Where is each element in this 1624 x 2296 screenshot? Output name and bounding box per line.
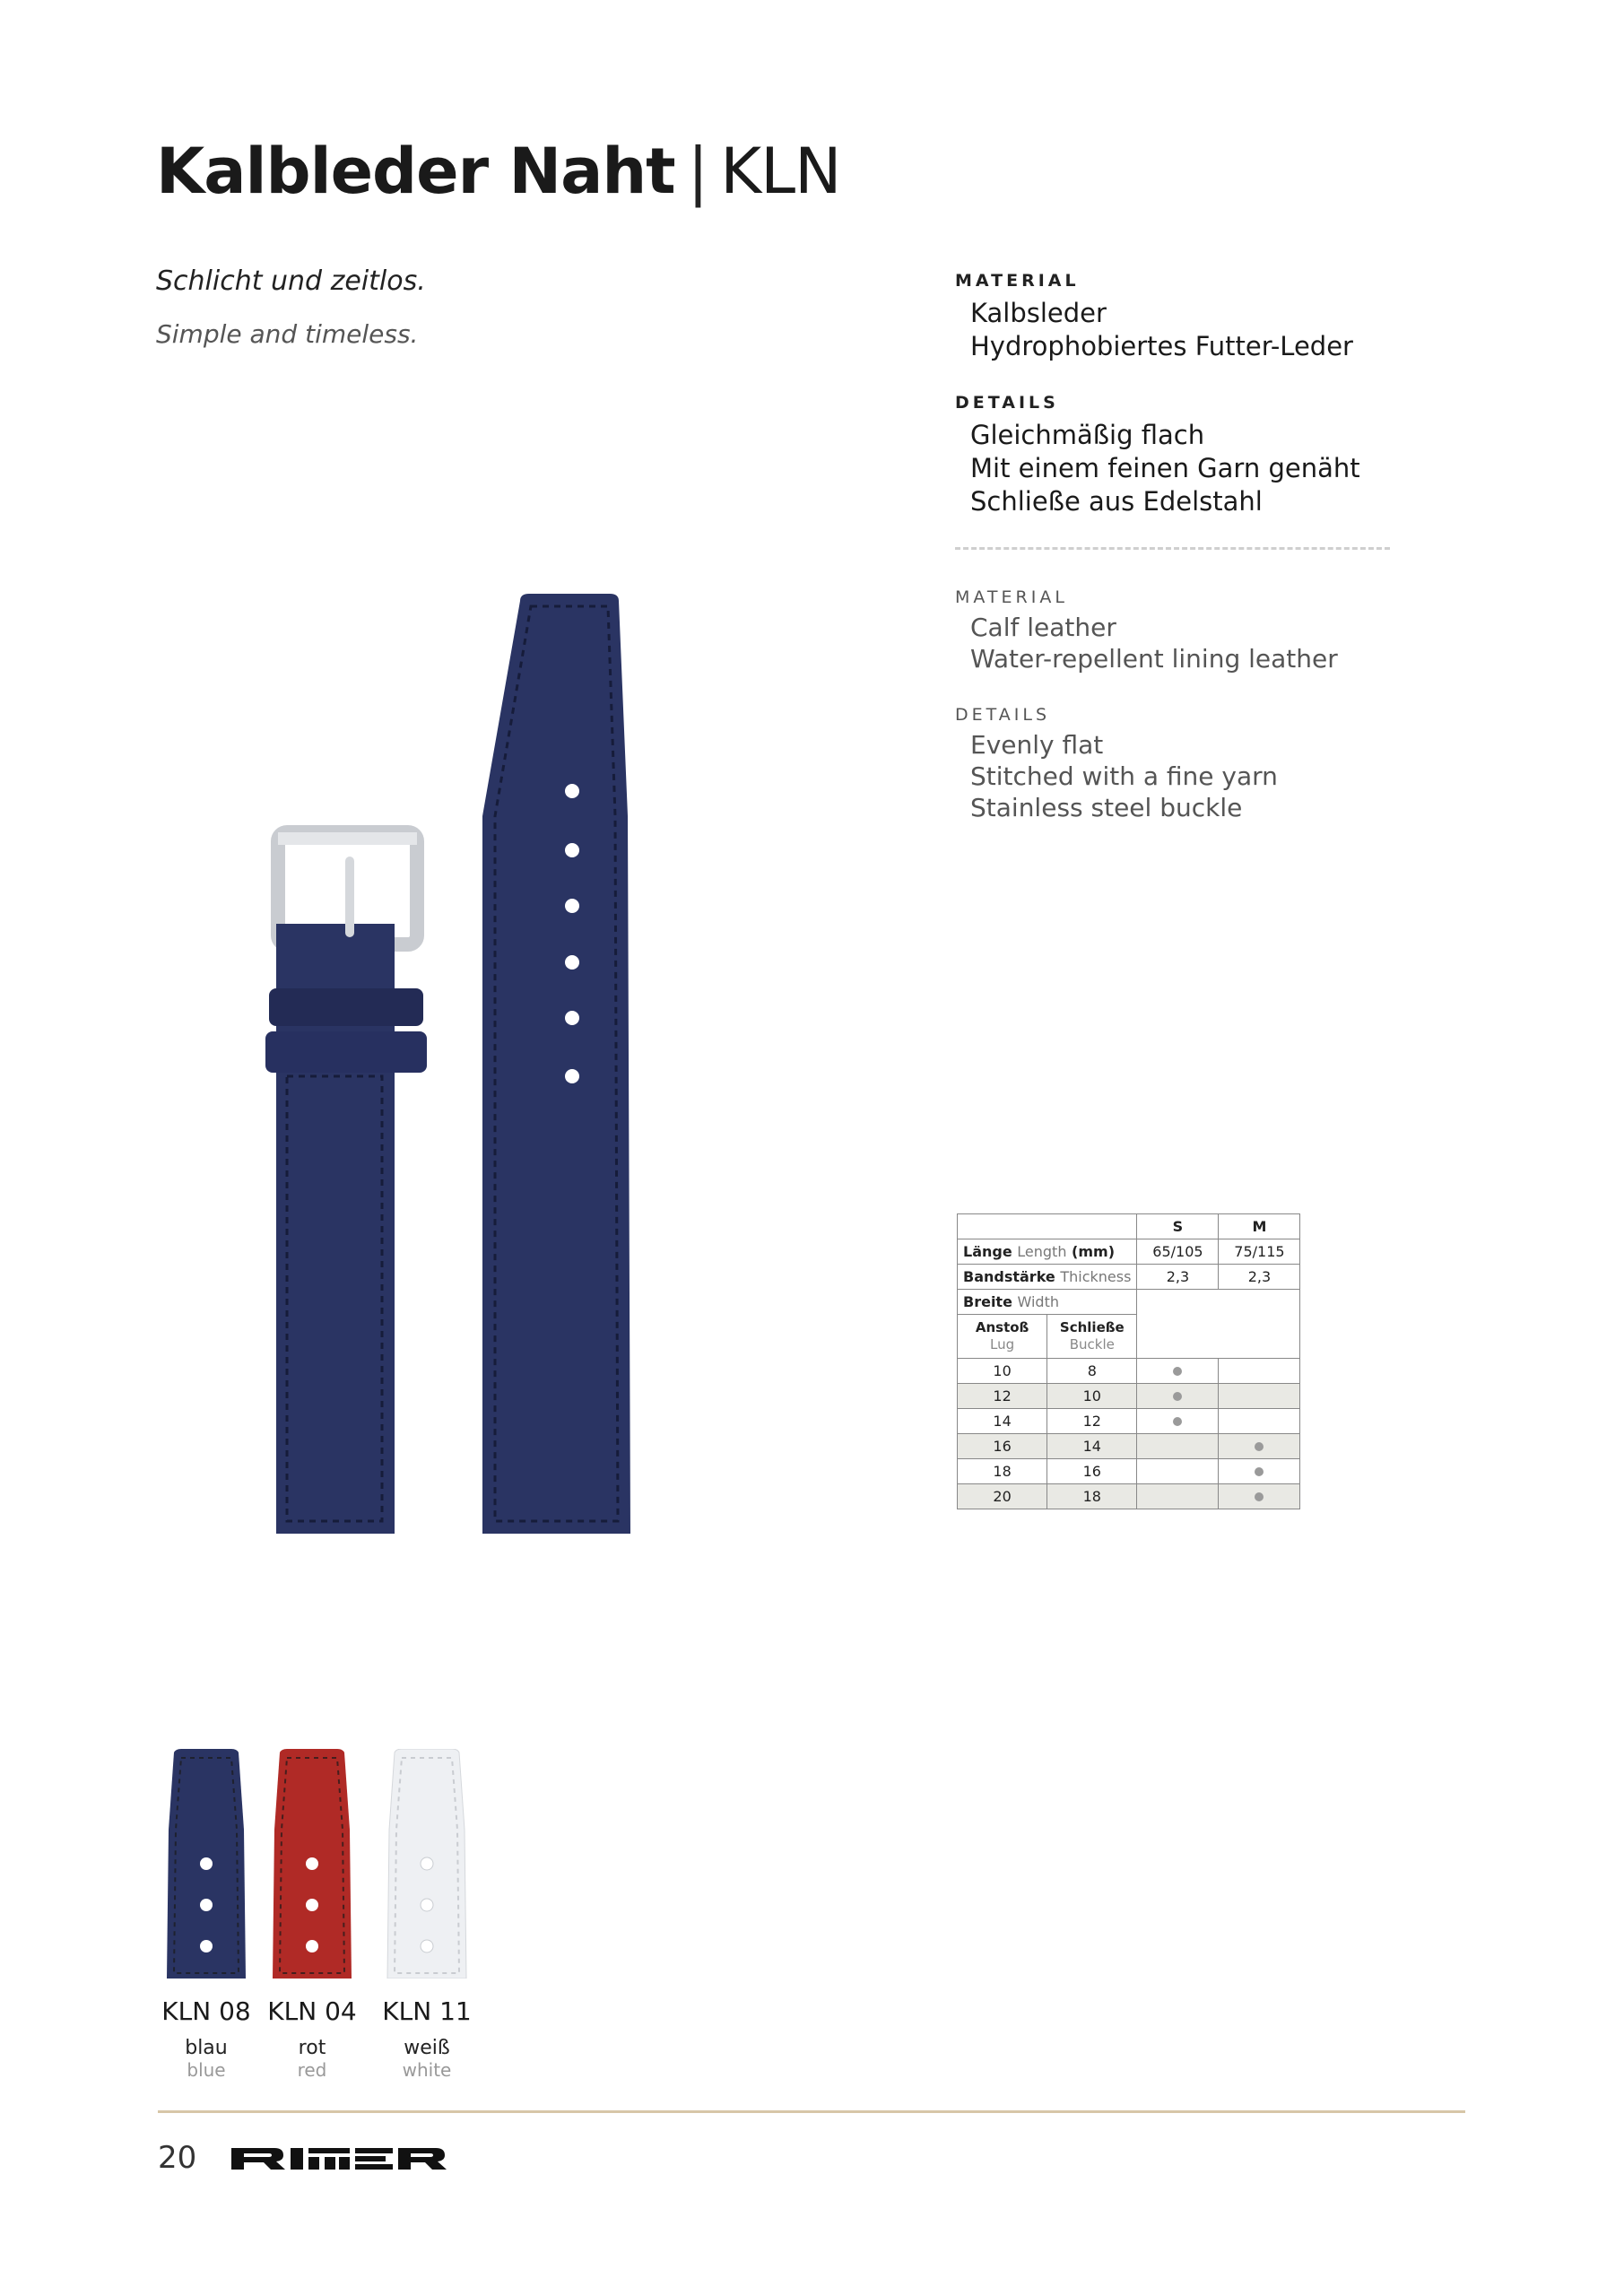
row-label-thickness: Bandstärke Thickness [958, 1265, 1137, 1290]
table-row [958, 1484, 1300, 1509]
variants-section [161, 1749, 493, 2117]
table-row [958, 1384, 1300, 1409]
lug-buckle-cell [958, 1434, 1137, 1459]
strap-product-image [260, 592, 655, 1543]
thickness-s: 2,3 [1137, 1265, 1219, 1290]
size-s-cell [1137, 1409, 1219, 1434]
material-line: Hydrophobiertes Futter-Leder [970, 331, 1353, 361]
details-line: Stainless steel buckle [970, 793, 1243, 822]
details-line: Stitched with a fine yarn [970, 761, 1278, 791]
brand-logo [231, 2146, 447, 2171]
size-m-cell [1219, 1384, 1300, 1409]
table-corner [958, 1214, 1137, 1239]
size-m-cell [1219, 1409, 1300, 1434]
table-row [958, 1409, 1300, 1434]
tagline-en: Simple and timeless. [156, 319, 419, 349]
material-list-de [970, 297, 1353, 363]
buckle-value: 16 [1082, 1463, 1101, 1480]
buckle-value: 8 [1087, 1362, 1097, 1379]
lug-buckle-cell [958, 1484, 1137, 1509]
lug-buckle-cell [958, 1384, 1137, 1409]
lug-value: 20 [958, 1484, 1047, 1509]
variant-swatch [161, 1749, 251, 1979]
availability-dot [1255, 1442, 1264, 1451]
footer-rule [158, 2110, 1465, 2113]
details-line: Mit einem feinen Garn genäht [970, 453, 1360, 483]
material-line: Kalbsleder [970, 298, 1107, 328]
variant-code: KLN 04 [267, 1996, 357, 2026]
size-table [957, 1213, 1300, 1509]
details-line: Evenly flat [970, 730, 1104, 760]
section-divider [955, 547, 1390, 550]
col-header-s: S [1137, 1214, 1219, 1239]
size-s-cell [1137, 1459, 1219, 1484]
col-header-m: M [1219, 1214, 1300, 1239]
details-line: Gleichmäßig flach [970, 420, 1205, 450]
size-s-cell [1137, 1359, 1219, 1384]
size-m-cell [1219, 1359, 1300, 1384]
size-s-cell [1137, 1484, 1219, 1509]
variant-caption [364, 1996, 490, 2081]
page-number: 20 [158, 2140, 197, 2176]
lug-value: 18 [958, 1459, 1047, 1483]
variant-swatch [267, 1749, 357, 1979]
variant-code: KLN 08 [161, 1996, 251, 2026]
lug-value: 10 [958, 1359, 1047, 1383]
variant-caption [249, 1996, 375, 2081]
details-list-de [970, 419, 1360, 518]
lug-value: 16 [958, 1434, 1047, 1458]
row-label-width: Breite Width [958, 1290, 1137, 1315]
variant-swatch [382, 1749, 472, 1979]
lug-value: 14 [958, 1409, 1047, 1433]
table-row [958, 1459, 1300, 1484]
size-s-cell [1137, 1434, 1219, 1459]
table-row [958, 1434, 1300, 1459]
tagline-de: Schlicht und zeitlos. [156, 265, 426, 297]
lug-value: 12 [958, 1384, 1047, 1408]
variant-color-en: white [402, 2059, 452, 2081]
details-label-en: DETAILS [955, 705, 1051, 725]
buckle-value: 12 [1082, 1413, 1101, 1430]
material-line: Calf leather [970, 613, 1116, 642]
variant-color-en: blue [187, 2059, 226, 2081]
variant-color-de: rot [298, 2037, 326, 2059]
buckle-value: 14 [1082, 1438, 1101, 1455]
lug-buckle-cell [958, 1359, 1137, 1384]
lug-buckle-cell [958, 1459, 1137, 1484]
title-code: KLN [720, 135, 841, 208]
size-m-cell [1219, 1459, 1300, 1484]
row-label-length: Länge Length (mm) [958, 1239, 1137, 1265]
availability-dot [1255, 1492, 1264, 1501]
availability-dot [1173, 1367, 1182, 1376]
buckle-value: 18 [1082, 1488, 1101, 1505]
material-list-en [970, 612, 1338, 674]
buckle-value: 10 [1082, 1387, 1101, 1405]
details-line: Schließe aus Edelstahl [970, 486, 1263, 517]
availability-dot [1173, 1392, 1182, 1401]
table-row [958, 1359, 1300, 1384]
availability-dot [1255, 1467, 1264, 1476]
buckle-header: Schließe Buckle [1059, 1319, 1125, 1352]
page-title [156, 135, 841, 208]
material-label-en: MATERIAL [955, 587, 1068, 607]
length-s: 65/105 [1137, 1239, 1219, 1265]
size-s-cell [1137, 1384, 1219, 1409]
variant-color-de: blau [185, 2037, 228, 2059]
lug-buckle-cell [958, 1409, 1137, 1434]
details-label-de: DETAILS [955, 393, 1059, 413]
variant-code: KLN 11 [382, 1996, 472, 2026]
title-separator: | [687, 135, 708, 208]
availability-dot [1173, 1417, 1182, 1426]
variant-color-en: red [297, 2059, 327, 2081]
material-line: Water-repellent lining leather [970, 644, 1338, 674]
thickness-m: 2,3 [1219, 1265, 1300, 1290]
size-m-cell [1219, 1484, 1300, 1509]
variant-color-de: weiß [404, 2037, 450, 2059]
lug-header: Anstoß Lug [958, 1315, 1047, 1358]
title-text: Kalbleder Naht [156, 135, 675, 208]
lug-buckle-header [958, 1315, 1137, 1359]
material-label-de: MATERIAL [955, 271, 1080, 291]
width-spacer [1137, 1290, 1300, 1359]
size-rows [958, 1359, 1300, 1509]
size-m-cell [1219, 1434, 1300, 1459]
length-m: 75/115 [1219, 1239, 1300, 1265]
details-list-en [970, 729, 1278, 823]
